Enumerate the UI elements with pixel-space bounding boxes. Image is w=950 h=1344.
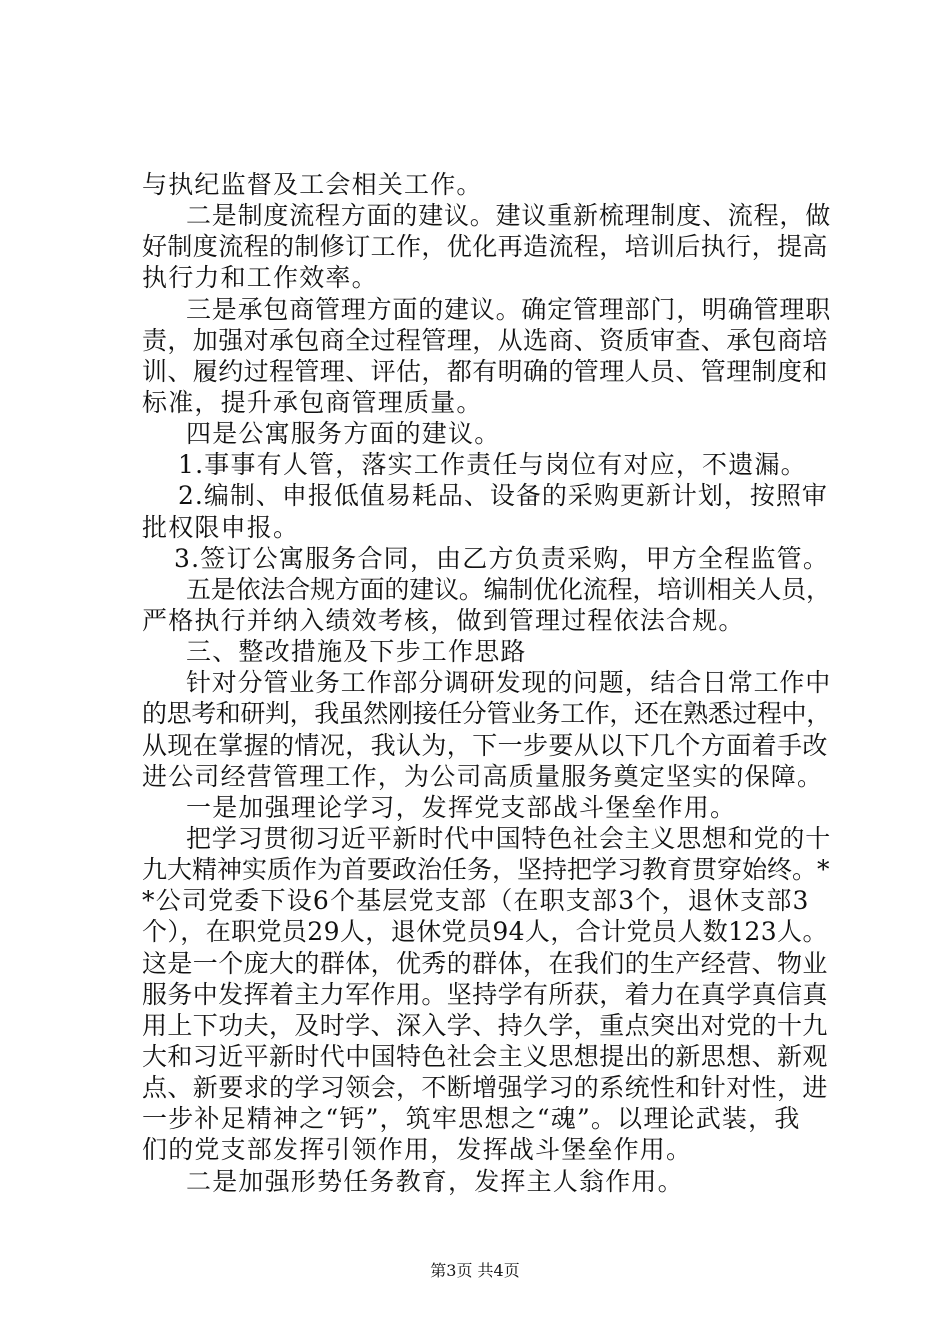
text-line: 个），在职党员29人，退休党员94人，合计党员人数123人。 — [142, 917, 828, 947]
text-line: 批权限申报。 — [142, 512, 300, 542]
text-line: 二是加强形势任务教育，发挥主人翁作用。 — [186, 1166, 684, 1196]
text-line: 用上下功夫，及时学、深入学、持久学，重点突出对党的十九 — [142, 1010, 828, 1040]
text-line: 与执纪监督及工会相关工作。 — [142, 170, 483, 199]
text-line: 点、新要求的学习领会，不断增强学习的系统性和针对性，进 — [142, 1073, 828, 1103]
text-line: 们的党支部发挥引领作用，发挥战斗堡垒作用。 — [142, 1135, 693, 1165]
document-body — [142, 169, 832, 1197]
text-line: 九大精神实质作为首要政治任务，坚持把学习教育贯穿始终。* — [142, 855, 830, 885]
page-number-footer: 第3页 共4页 — [430, 1261, 520, 1280]
text-line: 服务中发挥着主力军作用。坚持学有所获，着力在真学真信真 — [142, 979, 828, 1009]
text-line: 一步补足精神之“钙”，筑牢思想之“魂”。以理论武装，我 — [142, 1104, 801, 1134]
text-line: 把学习贯彻习近平新时代中国特色社会主义思想和党的十 — [186, 823, 832, 853]
text-line: 针对分管业务工作部分调研发现的问题，结合日常工作中 — [186, 668, 832, 698]
text-line: 2.编制、申报低值易耗品、设备的采购更新计划，按照审 — [178, 481, 828, 511]
section-heading: 三、整改措施及下步工作思路 — [186, 637, 527, 667]
text-line: 3.签订公寓服务合同，由乙方负责采购，甲方全程监管。 — [174, 543, 830, 573]
text-line: 严格执行并纳入绩效考核，做到管理过程依法合规。 — [142, 605, 745, 635]
text-line: *公司党委下设6个基层党支部（在职支部3个，退休支部3 — [142, 886, 810, 916]
text-line: 1.事事有人管，落实工作责任与岗位有对应，不遗漏。 — [178, 450, 807, 480]
text-line: 五是依法合规方面的建议。编制优化流程，培训相关人员， — [186, 574, 831, 604]
text-line: 一是加强理论学习，发挥党支部战斗堡垒作用。 — [186, 792, 737, 822]
text-line: 二是制度流程方面的建议。建议重新梳理制度、流程，做 — [186, 201, 832, 231]
text-line: 责，加强对承包商全过程管理，从选商、资质审查、承包商培 — [142, 325, 828, 355]
text-line: 的思考和研判，我虽然刚接任分管业务工作，还在熟悉过程中， — [142, 699, 831, 729]
text-line: 这是一个庞大的群体，优秀的群体，在我们的生产经营、物业 — [142, 948, 828, 978]
text-line: 从现在掌握的情况，我认为，下一步要从以下几个方面着手改 — [142, 730, 828, 760]
text-line: 标准，提升承包商管理质量。 — [142, 387, 483, 417]
text-line: 执行力和工作效率。 — [142, 263, 378, 293]
text-line: 进公司经营管理工作，为公司高质量服务奠定坚实的保障。 — [142, 761, 824, 791]
text-line: 三是承包商管理方面的建议。确定管理部门，明确管理职 — [186, 294, 832, 324]
text-line: 训、履约过程管理、评估，都有明确的管理人员、管理制度和 — [142, 356, 828, 386]
text-line: 好制度流程的制修订工作，优化再造流程，培训后执行，提高 — [142, 232, 828, 262]
text-line: 大和习近平新时代中国特色社会主义思想提出的新思想、新观 — [142, 1041, 828, 1071]
text-line: 四是公寓服务方面的建议。 — [186, 419, 501, 449]
